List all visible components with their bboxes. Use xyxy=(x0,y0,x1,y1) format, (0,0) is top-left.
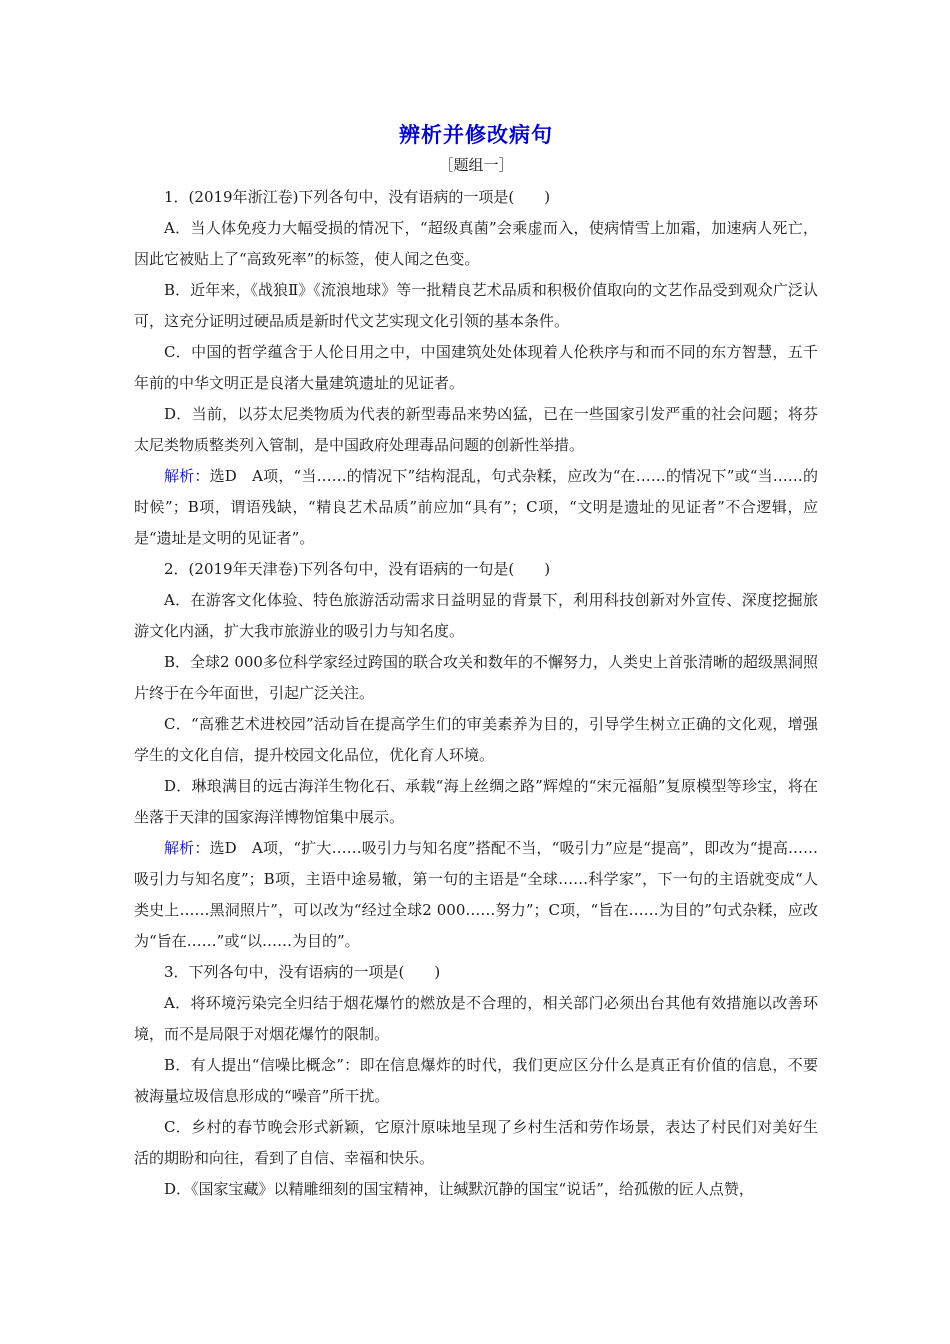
analysis-paragraph xyxy=(134,833,818,957)
paragraph-text: C．乡村的春节晚会形式新颖，它原汁原味地呈现了乡村生活和劳作场景，表达了村民们对美好生活的期盼和向往，看到了自信、幸福和快乐。 xyxy=(134,1118,818,1167)
document-content xyxy=(134,120,818,1205)
analysis-label: 解析： xyxy=(164,467,210,485)
document-title: 辨析并修改病句 xyxy=(399,122,553,147)
paragraph-text: B．有人提出“信噪比概念”：即在信息爆炸的时代，我们更应区分什么是真正有价值的信息，不要被海量垃圾信息形成的“噪音”所干扰。 xyxy=(134,1056,818,1105)
question-group-label: ［题组一］ xyxy=(438,156,514,174)
paragraph-text: 1．(2019年浙江卷)下列各句中，没有语病的一项是( ) xyxy=(164,188,551,206)
paragraph-text: C．“高雅艺术进校园”活动旨在提高学生们的审美素养为目的，引导学生树立正确的文化观，增强学生的文化自信，提升校园文化品位，优化育人环境。 xyxy=(134,715,818,764)
analysis-label: 解析： xyxy=(164,839,210,857)
question-paragraph xyxy=(134,771,818,833)
paragraph-text: A．当人体免疫力大幅受损的情况下，“超级真菌”会乘虚而入，使病情雪上加霜，加速病人死亡，因此它被贴上了“高致死率”的标签，使人闻之色变。 xyxy=(134,219,818,268)
question-paragraph xyxy=(134,957,818,988)
paragraph-text: 2．(2019年天津卷)下列各句中，没有语病的一句是( ) xyxy=(164,560,551,578)
question-paragraph xyxy=(134,1112,818,1174)
question-paragraph xyxy=(134,182,818,213)
paragraph-text: B．近年来，《战狼Ⅱ》《流浪地球》等一批精良艺术品质和积极价值取向的文艺作品受到观众广泛认可，这充分证明过硬品质是新时代文艺实现文化引领的基本条件。 xyxy=(134,281,818,330)
question-paragraph xyxy=(134,399,818,461)
question-paragraph xyxy=(134,554,818,585)
paragraph-text: D．当前，以芬太尼类物质为代表的新型毒品来势凶猛，已在一些国家引发严重的社会问题；将芬太尼类物质整类列入管制，是中国政府处理毒品问题的创新性举措。 xyxy=(134,405,818,454)
paragraph-text: B．全球2 000多位科学家经过跨国的联合攻关和数年的不懈努力，人类史上首张清晰的超级黑洞照片终于在今年面世，引起广泛关注。 xyxy=(134,653,818,702)
question-paragraph xyxy=(134,988,818,1050)
paragraph-text: A．在游客文化体验、特色旅游活动需求日益明显的背景下，利用科技创新对外宣传、深度挖掘旅游文化内涵，扩大我市旅游业的吸引力与知名度。 xyxy=(134,591,818,640)
question-paragraph xyxy=(134,585,818,647)
question-paragraph xyxy=(134,1050,818,1112)
question-paragraph xyxy=(134,647,818,709)
paragraph-text: D．《国家宝藏》以精雕细刻的国宝精神，让缄默沉静的国宝“说话”，给孤傲的匠人点赞， xyxy=(164,1180,754,1198)
paragraph-text: C．中国的哲学蕴含于人伦日用之中，中国建筑处处体现着人伦秩序与和而不同的东方智慧，五千年前的中华文明正是良渚大量建筑遗址的见证者。 xyxy=(134,343,818,392)
question-paragraph xyxy=(134,1174,818,1205)
question-paragraph xyxy=(134,275,818,337)
paragraph-text: 选D A项，“扩大……吸引力与知名度”搭配不当，“吸引力”应是“提高”，即改为“提高……吸引力与知名度”；B项，主语中途易辙，第一句的主语是“全球……科学家”，下一句的主语就变成“人类史上……黑洞照片”，可以改为“经过全球2 000……努力”；C项，“旨在……为目的”句式杂糅，应改为“旨在……”或“以……为目的”。 xyxy=(134,839,818,950)
analysis-paragraph xyxy=(134,461,818,554)
paragraph-text: A．将环境污染完全归结于烟花爆竹的燃放是不合理的，相关部门必须出台其他有效措施以改善环境，而不是局限于对烟花爆竹的限制。 xyxy=(134,994,818,1043)
question-paragraph xyxy=(134,213,818,275)
paragraph-text: D．琳琅满目的远古海洋生物化石、承载“海上丝绸之路”辉煌的“宋元福船”复原模型等珍宝，将在坐落于天津的国家海洋博物馆集中展示。 xyxy=(134,777,818,826)
paragraph-text: 选D A项，“当……的情况下”结构混乱，句式杂糅，应改为“在……的情况下”或“当……的时候”；B项，谓语残缺，“精良艺术品质”前应加“具有”；C项，“文明是遗址的见证者”不合逻辑，应是“遗址是文明的见证者”。 xyxy=(134,467,818,547)
question-paragraph xyxy=(134,337,818,399)
question-list xyxy=(134,182,818,1205)
paragraph-text: 3．下列各句中，没有语病的一项是( ) xyxy=(164,963,441,981)
question-paragraph xyxy=(134,709,818,771)
